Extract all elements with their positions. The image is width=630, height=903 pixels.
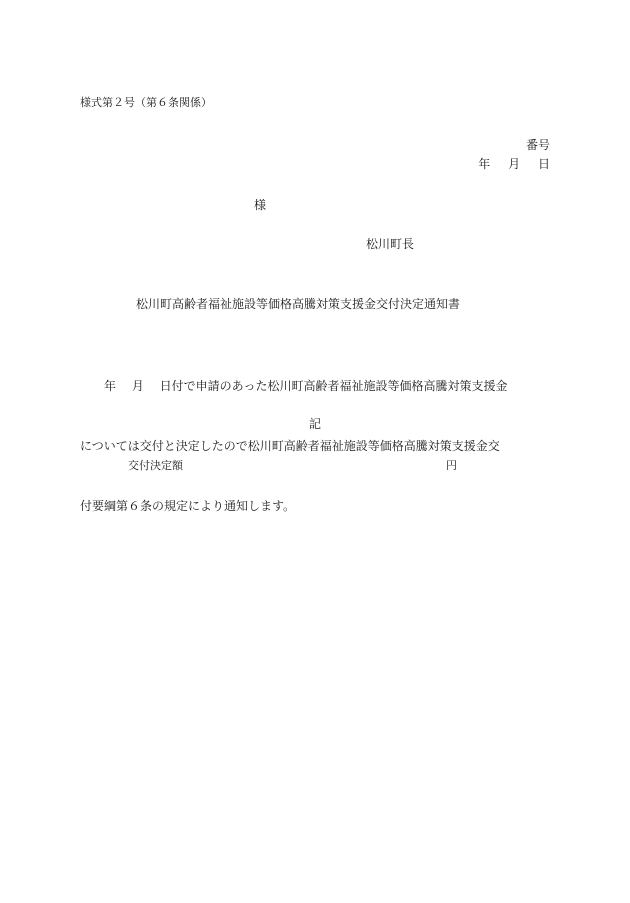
date-month-unit: 月 — [508, 157, 521, 171]
date-day-unit: 日 — [537, 157, 550, 171]
grant-amount-label: 交付決定額 — [128, 459, 183, 472]
notice-body — [80, 336, 550, 556]
body-line: については交付と決定したので松川町高齢者福祉施設等価格高騰対策支援金交 — [80, 439, 500, 453]
ki-heading: 記 — [309, 417, 322, 431]
document-title: 松川町高齢者福祉施設等価格高騰対策支援金交付決定通知書 — [136, 297, 461, 311]
grant-amount-unit: 円 — [446, 459, 457, 472]
date-year-unit: 年 — [478, 157, 491, 171]
date-line — [478, 158, 550, 170]
body-line: 年 月 日付で申請のあった松川町高齢者福祉施設等価格高騰対策支援金 — [80, 379, 508, 393]
document-number-label: 番号 — [525, 138, 550, 152]
recipient-honorific: 様 — [254, 198, 267, 212]
body-line: 付要綱第６条の規定により通知します。 — [80, 499, 296, 513]
form-number-label: 様式第２号（第６条関係） — [80, 96, 212, 109]
issuer-title: 松川町長 — [366, 237, 415, 251]
